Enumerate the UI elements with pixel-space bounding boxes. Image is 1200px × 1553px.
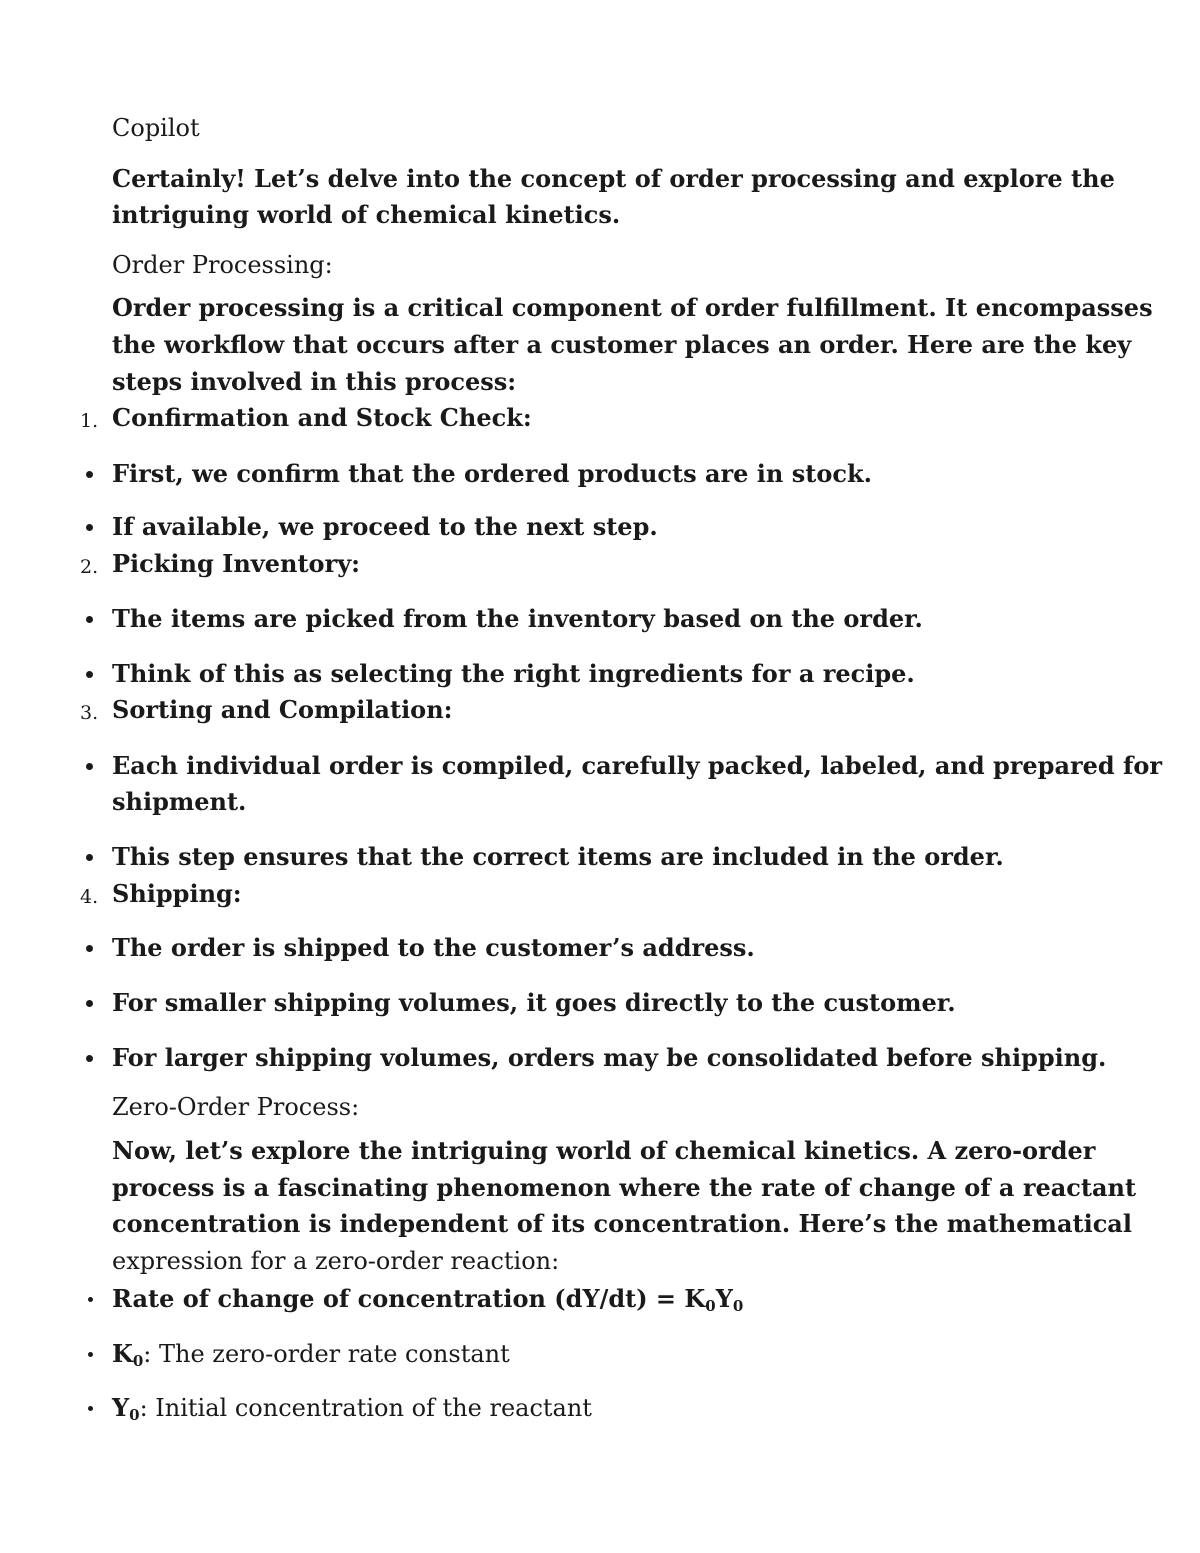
step-bullet: For larger shipping volumes, orders may be consolidated before shipping. bbox=[112, 1043, 1107, 1072]
step-number: 3. bbox=[80, 702, 99, 724]
step-bullet: This step ensures that the correct items are included in the order. bbox=[112, 842, 1004, 871]
step-bullet: Think of this as selecting the right ingredients for a recipe. bbox=[112, 659, 915, 688]
bullet-icon bbox=[84, 1040, 98, 1076]
rate-formula-prefix: Rate of change of concentration (dY/dt) = K bbox=[112, 1284, 706, 1313]
k0-text: : The zero-order rate constant bbox=[143, 1340, 510, 1368]
bullet-icon bbox=[86, 1281, 98, 1317]
bullet-icon bbox=[84, 985, 98, 1021]
bullet-icon bbox=[84, 601, 98, 637]
zero-order-para-line-3: concentration is independent of its concentration. Here’s the mathematical bbox=[112, 1209, 1132, 1238]
intro-line-2: intriguing world of chemical kinetics. bbox=[112, 200, 621, 229]
step-title: Confirmation and Stock Check: bbox=[112, 403, 532, 432]
bullet-icon bbox=[84, 930, 98, 966]
y0-text: : Initial concentration of the reactant bbox=[139, 1394, 592, 1422]
order-processing-para-line-1: Order processing is a critical component of order fulfillment. It encompasses bbox=[112, 293, 1153, 322]
step-bullet: Each individual order is compiled, carefully packed, labeled, and prepared for bbox=[112, 751, 1163, 780]
k0-symbol: K bbox=[112, 1339, 133, 1368]
bullet-icon bbox=[84, 656, 98, 692]
step-number: 1. bbox=[80, 410, 99, 432]
step-number: 4. bbox=[80, 886, 99, 908]
order-processing-title: Order Processing: bbox=[112, 251, 333, 279]
y0-subscript: 0 bbox=[129, 1406, 140, 1424]
rate-formula-variable: Y bbox=[715, 1284, 733, 1313]
rate-formula bbox=[112, 1281, 743, 1317]
rate-formula-subscript: 0 bbox=[732, 1297, 744, 1315]
zero-order-para-line-2: process is a fascinating phenomenon where the rate of change of a reactant bbox=[112, 1173, 1137, 1202]
k0-definition bbox=[112, 1336, 510, 1372]
document-heading: Copilot bbox=[112, 114, 200, 142]
zero-order-para-line-1: Now, let’s explore the intriguing world of chemical kinetics. A zero-order bbox=[112, 1136, 1096, 1165]
step-bullet: First, we confirm that the ordered products are in stock. bbox=[112, 459, 872, 488]
step-number: 2. bbox=[80, 556, 99, 578]
intro-line-1: Certainly! Let’s delve into the concept of order processing and explore the bbox=[112, 164, 1115, 193]
step-title: Picking Inventory: bbox=[112, 549, 360, 578]
bullet-icon bbox=[86, 1390, 98, 1426]
bullet-icon bbox=[84, 748, 98, 784]
step-bullet: The items are picked from the inventory based on the order. bbox=[112, 604, 923, 633]
step-title: Shipping: bbox=[112, 879, 242, 908]
y0-symbol: Y bbox=[112, 1393, 130, 1422]
step-bullet: If available, we proceed to the next step. bbox=[112, 512, 658, 541]
rate-formula-subscript: 0 bbox=[705, 1297, 716, 1315]
step-bullet-continuation: shipment. bbox=[112, 787, 247, 816]
bullet-icon bbox=[84, 456, 98, 492]
bullet-icon bbox=[86, 1336, 98, 1372]
step-title: Sorting and Compilation: bbox=[112, 695, 453, 724]
bullet-icon bbox=[84, 839, 98, 875]
zero-order-title: Zero-Order Process: bbox=[112, 1093, 360, 1121]
bullet-icon bbox=[84, 509, 98, 545]
zero-order-para-line-4: expression for a zero-order reaction: bbox=[112, 1247, 560, 1275]
k0-subscript: 0 bbox=[132, 1352, 144, 1370]
order-processing-para-line-2: the workflow that occurs after a customer places an order. Here are the key bbox=[112, 330, 1132, 359]
y0-definition bbox=[112, 1390, 592, 1426]
step-bullet: For smaller shipping volumes, it goes directly to the customer. bbox=[112, 988, 956, 1017]
step-bullet: The order is shipped to the customer’s address. bbox=[112, 933, 755, 962]
order-processing-para-line-3: steps involved in this process: bbox=[112, 367, 517, 396]
